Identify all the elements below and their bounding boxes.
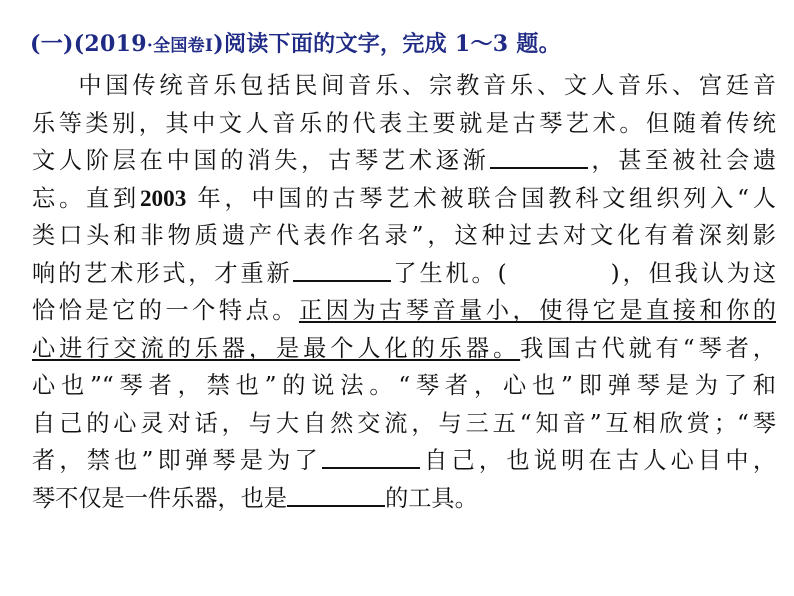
passage-line-3-text-b: ，甚至被社会遗 [587,147,777,174]
passage-line-6-text-b: 了生机。( [390,259,507,287]
fill-blank-1[interactable] [490,145,588,169]
passage-line-4 [32,180,776,218]
passage-line-10: 自己的心灵对话，与大自然交流，与三五“知音”互相欣赏；“琴 [32,409,776,437]
passage-line-6 [32,255,776,293]
passage-line-11-text-b: 自己，也说明在古人心目中， [419,447,777,474]
passage-line-11-text-a: 者，禁也”即弹琴是为了 [32,447,322,474]
heading-source: ·全国卷Ⅰ [146,36,214,56]
passage-line-9: 心也”“琴者，禁也”的说法。“琴者，心也”即弹琴是为了和 [32,372,776,399]
year-number: 2003 [139,185,187,212]
passage-line-7-text-a: 恰恰是它的一个特点。 [32,297,299,324]
passage-line-3 [32,142,776,180]
heading-suffix: )阅读下面的文字，完成 1～3 题。 [213,31,561,57]
passage-line-1: 中国传统音乐包括民间音乐、宗教音乐、文人音乐、宫廷音 [78,72,776,99]
underlined-sentence-part-2: 心进行交流的乐器，是最个人化的乐器。 [32,334,521,362]
passage-line-4-text-b: 年，中国的古琴艺术被联合国教科文组织列入“人 [186,184,776,212]
passage-line-4-text-a: 忘。直到 [32,184,140,212]
passage-line-3-text-a: 文人阶层在中国的消失，古琴艺术逐渐 [32,147,490,174]
fill-blank-2[interactable] [293,258,391,282]
passage-line-7 [32,292,776,330]
fill-blank-4[interactable] [322,445,420,469]
passage-line-5: 类口头和非物质遗产代表作名录”，这种过去对文化有着深刻影 [32,222,776,249]
underlined-sentence-part-1: 正因为古琴音量小，使得它是直接和你的 [298,297,776,324]
heading-prefix: (一)(2019 [30,31,147,57]
passage-line-8 [32,330,776,368]
passage-line-2: 乐等类别，其中文人音乐的代表主要就是古琴艺术。但随着传统 [32,109,776,137]
passage-line-12-text-b: 的工具。 [385,484,478,512]
fill-blank-5[interactable] [287,483,385,507]
passage-line-6-text-c: )，但我认为这 [610,259,777,287]
passage-line-12-text-a: 琴不仅是一件乐器，也是 [32,484,288,512]
passage-line-8-text-b: 我国古代就有“琴者， [520,334,776,362]
passage-line-11 [32,442,776,480]
passage-line-6-text-a: 响的艺术形式，才重新 [32,259,293,287]
passage-line-12 [32,480,776,518]
reading-passage [32,67,776,517]
question-heading [30,27,561,58]
